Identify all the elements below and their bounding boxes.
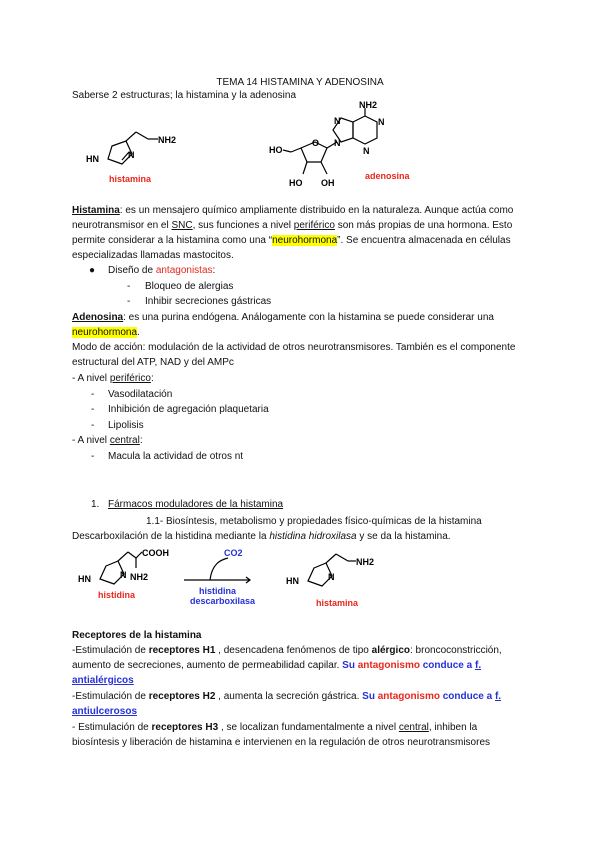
histidine-cooh: COOH <box>142 548 169 558</box>
dash-icon: - <box>91 420 95 431</box>
dash-icon: - <box>91 404 95 415</box>
h1-line-1: -Estimulación de receptores H1 , desencadena fenómenos de tipo alérgico: broncoconstricción, <box>72 645 502 656</box>
co2-label: CO2 <box>224 548 243 558</box>
h2-line-2: antiulcerosos <box>72 706 138 717</box>
adenosina-line-2: neurohormona. <box>72 327 140 338</box>
section-title: Fármacos moduladores de la histamina <box>108 499 284 510</box>
product-hn: HN <box>286 576 299 586</box>
histamine-nh2: NH2 <box>158 135 177 145</box>
receptors-heading: Receptores de la histamina <box>72 630 202 641</box>
histamina-line-3: permite considerar a la histamina como una “neurohormona”. Se encuentra almacenada en células <box>72 235 511 246</box>
bullet-dot-icon: ● <box>89 265 96 276</box>
adenosine-ho2: HO <box>289 178 303 188</box>
periferico-item: Lipolisis <box>108 420 144 431</box>
adenosine-label: adenosina <box>365 171 410 181</box>
adenosine-n3: N <box>363 146 370 156</box>
page-title: TEMA 14 HISTAMINA Y ADENOSINA <box>216 77 384 88</box>
decarboxylation-text: Descarboxilación de la histidina mediante la histidina hidroxilasa y se da la histamina. <box>72 531 451 542</box>
product-label: histamina <box>316 598 359 608</box>
adenosine-ho: HO <box>269 145 283 155</box>
enzyme-line-1: histidina <box>199 586 237 596</box>
adenosine-oh: OH <box>321 178 335 188</box>
nivel-periferico: - A nivel periférico: <box>72 373 154 384</box>
histidine-label: histidina <box>98 590 136 600</box>
h3-line-1: - Estimulación de receptores H3 , se localizan fundamentalmente a nivel central, inhiben la <box>72 722 478 733</box>
h1-line-3: antialérgicos <box>72 675 134 686</box>
modo-line-1: Modo de acción: modulación de la actividad de otros neurotransmisores. También es el componente <box>72 342 516 353</box>
histidine-hn: HN <box>78 574 91 584</box>
dash-icon: - <box>91 389 95 400</box>
histamina-line-4: especializadas llamadas mastocitos. <box>72 250 234 261</box>
periferico-item: Inhibición de agregación plaquetaria <box>108 404 269 415</box>
product-nh2: NH2 <box>356 557 375 567</box>
intro-text: Saberse 2 estructuras; la histamina y la adenosina <box>72 90 297 101</box>
adenosine-n7: N <box>334 116 341 126</box>
sub-item: Inhibir secreciones gástricas <box>145 296 272 307</box>
enzyme-line-2: descarboxilasa <box>190 596 256 606</box>
dash-icon: - <box>127 281 131 292</box>
sub-item: Bloqueo de alergias <box>145 281 234 292</box>
histamine-label: histamina <box>109 174 152 184</box>
product-n: N <box>328 572 335 582</box>
design-item: Diseño de antagonistas: <box>108 265 216 276</box>
adenosine-nh2: NH2 <box>359 100 378 110</box>
histamina-line-1: Histamina: es un mensajero químico ampliamente distribuido en la naturaleza. Aunque actúa como <box>72 205 514 216</box>
adenosine-n1: N <box>378 117 385 127</box>
h3-line-2: biosíntesis y liberación de histamina e intervienen en la regulación de otros neurotransmisores <box>72 737 491 748</box>
central-item: Macula la actividad de otros nt <box>108 451 244 462</box>
histidine-n: N <box>120 570 127 580</box>
histidine-nh2: NH2 <box>130 572 149 582</box>
h1-line-2: aumento de secreciones, aumento de permeabilidad capilar. Su antagonismo conduce a f. <box>72 660 482 671</box>
histamina-line-2: neurotransmisor en el SNC, sus funciones a nivel periférico son más propias de una hormona. Esto <box>72 220 513 231</box>
histamine-n: N <box>128 150 135 160</box>
section-number: 1. <box>91 499 100 510</box>
adenosina-line-1: Adenosina: es una purina endógena. Análogamente con la histamina se puede considerar una <box>72 312 494 323</box>
h2-line-1: -Estimulación de receptores H2 , aumenta la secreción gástrica. Su antagonismo conduce a f. <box>72 691 502 702</box>
dash-icon: - <box>127 296 131 307</box>
adenosine-structure <box>265 100 425 196</box>
reaction-scheme <box>78 542 418 614</box>
histamine-hn: HN <box>86 154 99 164</box>
periferico-item: Vasodilatación <box>108 389 173 400</box>
subsection-title: 1.1- Biosíntesis, metabolismo y propiedades físico-químicas de la histamina <box>146 516 482 527</box>
dash-icon: - <box>91 451 95 462</box>
nivel-central: - A nivel central: <box>72 435 143 446</box>
histamine-structure <box>84 124 194 188</box>
adenosine-n9: N <box>334 138 341 148</box>
modo-line-2: estructural del ATP, NAD y del AMPc <box>72 357 234 368</box>
adenosine-o: O <box>312 138 320 148</box>
